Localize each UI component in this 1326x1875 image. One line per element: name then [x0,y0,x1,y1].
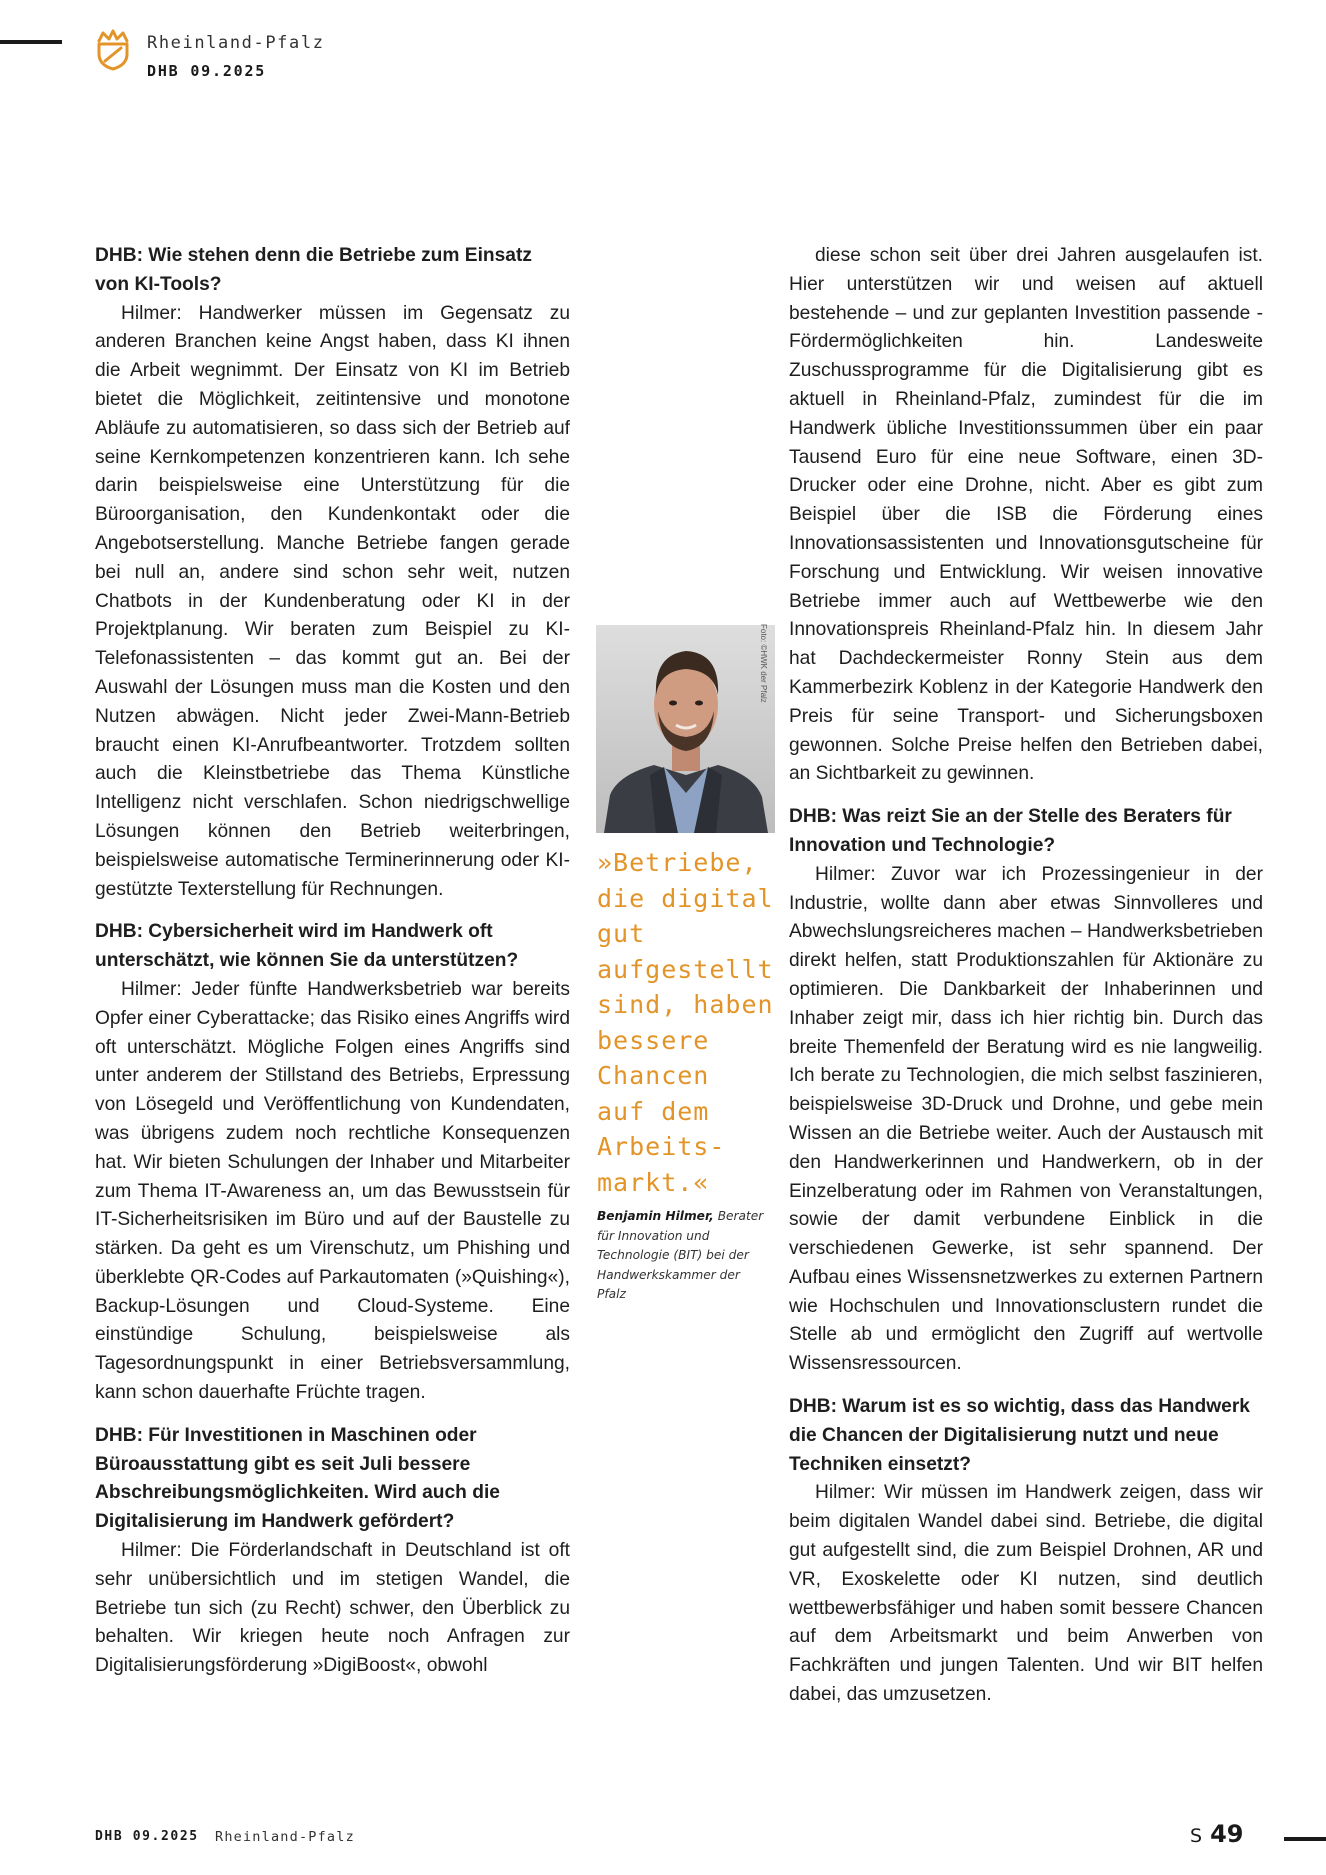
portrait-photo [596,625,775,833]
answer: Hilmer: Wir müssen im Handwerk zeigen, dass wir beim digitalen Wandel dabei sind. Betriebe, die digital gut aufgestellt sind, die zum Beispiel Drohnen, AR und VR, Exoskelette oder KI nutzen, sind deutlich wettbewerbsfähiger und haben somit bessere Chancen auf dem Arbeitsmarkt und beim Anwerben von Fachkräften und jungen Talenten. Und wir BIT helfen dabei, das umzusetzen. [789,1482,1263,1706]
answer: Hilmer: Jeder fünfte Handwerksbetrieb war bereits Opfer einer Cyberattacke; das Risiko eines Angriffs wird oft unterschätzt. Mögliche Folgen eines Angriffs sind unter anderem der Stillstand des Betriebs, Erpressung von Lösegeld und Veröffentlichung von Kundendaten, was übrigens zudem noch rechtliche Konsequenzen hat. Wir bieten Schulungen der Inhaber und Mitarbeiter zum Thema IT-Awareness an, um das Bewusstsein für IT-Sicherheitsrisiken im Büro und auf der Baustelle zu stärken. Da geht es um Virenschutz, um Phishing und überklebte QR-Codes auf Parkautomaten (»Quishing«), Backup-Lösungen und Cloud-Systeme. Eine einstündige Schulung, beispielsweise als Tagesordnungspunkt in einer Betriebsversammlung, kann schon dauerhafte Früchte tragen. [95,978,570,1404]
question: DHB: Warum ist es so wichtig, dass das Handwerk die Chancen der Digitalisierung nutzt und neue Techniken einsetzt? [789,1396,1250,1475]
question: DHB: Wie stehen denn die Betriebe zum Einsatz von KI-Tools? [95,245,532,295]
answer-continued: diese schon seit über drei Jahren ausgelaufen ist. Hier unterstützen wir und weisen auf aktuell bestehende – und zur geplanten Investition passende - Fördermöglichkeiten hin. Landesweite Zuschussprogramme für die Digitalisierung gibt es aktuell in Rheinland-Pfalz, zumindest für die im Handwerk übliche Investitionssummen über ein paar Tausend Euro für eine neue Software, einen 3D-Drucker oder eine Drohne, nicht. Aber es gibt zum Beispiel über die ISB die Förderung eines Innovationsassistenten und Innovationsgutscheine für Forschung und Entwicklung. Wir weisen innovative Betriebe immer auch auf Wettbewerbe wie den Innovationspreis Rheinland-Pfalz hin. In diesem Jahr hat Dachdeckermeister Ronny Stein aus dem Kammerbezirk Koblenz in der Kategorie Handwerk den Preis für seine Transport- und Sicherungsboxen gewonnen. Solche Preise helfen den Betrieben dabei, an Sichtbarkeit zu gewinnen. [789,245,1263,785]
caption-role: Berater für Innovation und Technologie (BIT) bei der Handwerkskammer der Pfalz [597,1209,764,1302]
page-prefix: S [1190,1825,1203,1847]
caption-name: Benjamin Hilmer, [597,1209,714,1223]
article-column-left [95,242,570,1681]
header-region: Rheinland-Pfalz [147,33,325,53]
answer: Hilmer: Handwerker müssen im Gegensatz zu anderen Branchen keine Angst haben, dass KI ihnen die Arbeit wegnimmt. Der Einsatz von KI im Betrieb bietet die Möglichkeit, zeitintensive und monotone Abläufe zu automatisieren, so dass sich der Betrieb auf seine Kernkompetenzen konzentrieren kann. Ich sehe darin beispielsweise eine Unterstützung für die Büroorganisation, den Kundenkontakt oder die Angebotserstellung. Manche Betriebe fangen gerade bei null an, andere sind schon sehr weit, nutzen Chatbots in der Kundenberatung oder KI in der Projektplanung. Wir beraten zum Beispiel zu KI-Telefonassistenten – das kommt gut an. Bei der Auswahl der Lösungen muss man die Kosten und den Nutzen abwägen. Nicht jeder Zwei-Mann-Betrieb braucht einen KI-Anrufbeantworter. Trotzdem sollten auch die Kleinstbetriebe das Thema Künstliche Intelligenz nicht verschlafen. Schon niedrigschwellige Lösungen können den Betrieb weiterbringen, beispielsweise automatische Terminerinnerung oder KI-gestützte Texterstellung für Rechnungen. [95,302,570,900]
header-issue: DHB 09.2025 [147,62,267,80]
footer-region: Rheinland-Pfalz [215,1829,355,1845]
photo-caption [597,1207,767,1305]
question: DHB: Für Investitionen in Maschinen oder Büroausstattung gibt es seit Juli bessere Abschreibungsmöglichkeiten. Wird auch die Digitalisierung im Handwerk gefördert? [95,1424,500,1533]
question: DHB: Was reizt Sie an der Stelle des Beraters für Innovation und Technologie? [789,806,1232,856]
photo-credit: Foto: ©HWK der Pfalz [759,624,768,703]
footer-issue: DHB 09.2025 [95,1829,199,1844]
footer-rule [1284,1837,1326,1841]
article-column-right [789,242,1263,1710]
answer: Hilmer: Zuvor war ich Prozessingenieur in der Industrie, wollte dann aber etwas Sinnvolleres und Abwechslungsreicheres machen – Handwerksbetrieben direkt helfen, statt Produktionszahlen für Aktionäre zu optimieren. Die Dankbarkeit der Inhaberinnen und Inhaber zeigt mir, dass ich hier richtig bin. Durch das breite Themenfeld der Beratung wird es nie langweilig. Ich berate zu Technologien, die mich selbst faszinieren, beispielsweise 3D-Druck und Drohne, und gebe mein Wissen an die Betriebe weiter. Auch der Austausch mit den Handwerkerinnen und Handwerkern, ob in der Einzelberatung oder im Rahmen von Veranstaltungen, sowie der damit verbundene Einblick in die verschiedenen Gewerke, ist sehr spannend. Der Aufbau eines Wissensnetzwerkes zu externen Partnern wie Hochschulen und Innovationsclustern rundet die Stelle ab und ermöglicht den Zugriff auf wertvolle Wissensressourcen. [789,863,1263,1375]
page-number [1190,1820,1243,1848]
header-rule [0,40,62,44]
page-number-value: 49 [1210,1820,1244,1848]
question: DHB: Cybersicherheit wird im Handwerk oft unterschätzt, wie können Sie da unterstützen? [95,921,519,972]
answer: Hilmer: Die Förderlandschaft in Deutschland ist oft sehr unübersichtlich und im stetigen Wandel, die Betriebe tun sich (zu Recht) schwer, den Überblick zu behalten. Wir kriegen heute noch Anfragen zur Digitalisierungsförderung »DigiBoost«, obwohl [95,1540,570,1677]
pull-quote: »Betriebe, die digital gut aufgestellt sind, haben bessere Chancen auf dem Arbeits- markt.« [597,848,774,1197]
crown-shield-icon [93,28,133,72]
